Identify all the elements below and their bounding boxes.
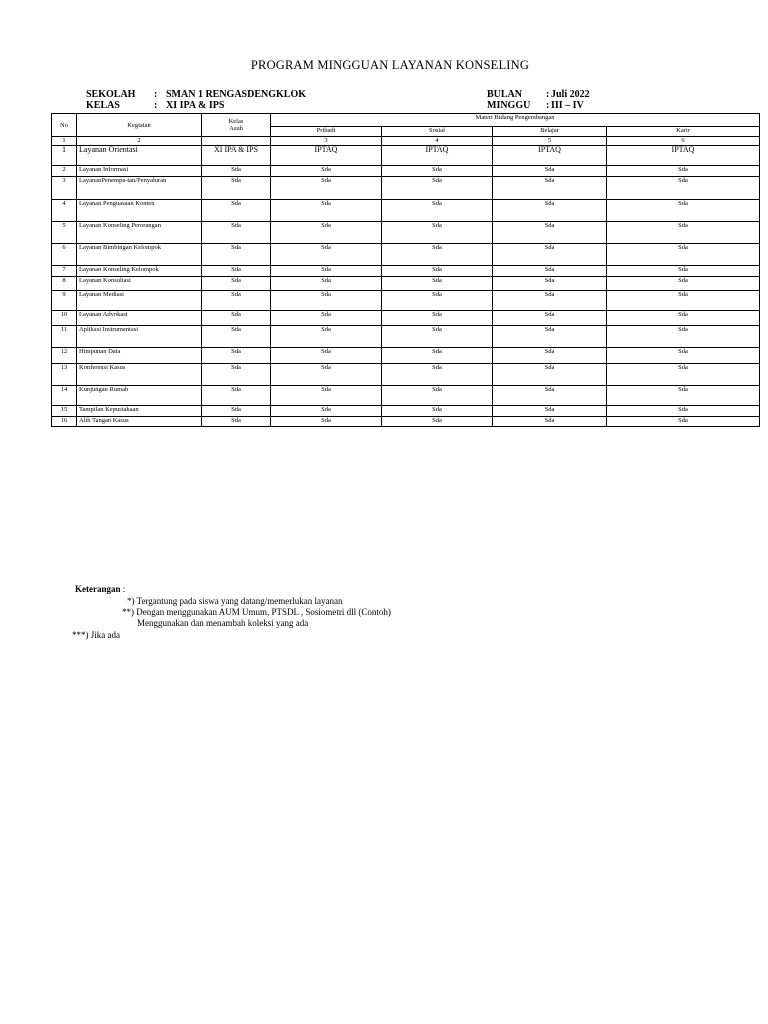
row-kegiatan: Layanan Orientasi <box>77 146 202 166</box>
row-kelas-asuh: Sda <box>202 266 271 277</box>
row-kelas-asuh: XI IPA & IPS <box>202 146 271 166</box>
table-row <box>52 146 760 166</box>
table-row <box>52 348 760 364</box>
kelas-label: KELAS <box>86 100 120 111</box>
cell-karir: Sda <box>607 386 760 406</box>
cell-sosial: Sda <box>382 244 493 266</box>
row-kegiatan: Layanan Bimbingan Kelompok <box>77 244 202 266</box>
program-table <box>51 113 760 427</box>
header-kelas-asuh-line2: Asuh <box>229 125 243 132</box>
column-number: 2 <box>77 137 202 146</box>
row-number: 9 <box>52 291 77 311</box>
row-kelas-asuh: Sda <box>202 348 271 364</box>
table-row <box>52 200 760 222</box>
row-kegiatan: Aplikasi Instrumentasi <box>77 326 202 348</box>
cell-pribadi: Sda <box>271 200 382 222</box>
row-number: 12 <box>52 348 77 364</box>
document-title: PROGRAM MINGGUAN LAYANAN KONSELING <box>250 58 530 72</box>
cell-sosial: Sda <box>382 348 493 364</box>
note-line: Menggunakan dan menambah koleksi yang ada <box>137 618 309 628</box>
cell-karir: IPTAQ <box>607 146 760 166</box>
cell-sosial: IPTAQ <box>382 146 493 166</box>
row-kelas-asuh: Sda <box>202 166 271 177</box>
cell-karir: Sda <box>607 417 760 427</box>
cell-pribadi: Sda <box>271 166 382 177</box>
cell-belajar: Sda <box>493 348 607 364</box>
cell-belajar: Sda <box>493 311 607 326</box>
notes-heading <box>75 584 125 595</box>
cell-belajar: IPTAQ <box>493 146 607 166</box>
cell-karir: Sda <box>607 364 760 386</box>
cell-belajar: Sda <box>493 244 607 266</box>
cell-karir: Sda <box>607 311 760 326</box>
note-line: *) Tergantung pada siswa yang datang/memerlukan layanan <box>127 596 343 606</box>
header-kegiatan: Kegiatan <box>77 114 202 137</box>
cell-karir: Sda <box>607 348 760 364</box>
cell-sosial: Sda <box>382 166 493 177</box>
cell-belajar: Sda <box>493 166 607 177</box>
cell-sosial: Sda <box>382 222 493 244</box>
row-kelas-asuh: Sda <box>202 200 271 222</box>
row-kegiatan: Himpunan Data <box>77 348 202 364</box>
row-number: 4 <box>52 200 77 222</box>
row-kelas-asuh: Sda <box>202 364 271 386</box>
table-row <box>52 177 760 200</box>
cell-sosial: Sda <box>382 200 493 222</box>
cell-sosial: Sda <box>382 291 493 311</box>
row-kelas-asuh: Sda <box>202 417 271 427</box>
row-kegiatan: Layanan Advokasi <box>77 311 202 326</box>
column-number: 3 <box>271 137 382 146</box>
header-no: No <box>52 114 77 137</box>
sekolah-colon: : <box>154 89 158 100</box>
header-belajar: Belajar <box>493 127 607 137</box>
row-number: 5 <box>52 222 77 244</box>
row-kelas-asuh: Sda <box>202 177 271 200</box>
cell-belajar: Sda <box>493 326 607 348</box>
row-number: 15 <box>52 406 77 417</box>
row-number: 8 <box>52 277 77 291</box>
row-kegiatan: Layanan Konseling Kelompok <box>77 266 202 277</box>
header-kelas-asuh <box>202 114 271 137</box>
cell-karir: Sda <box>607 266 760 277</box>
cell-pribadi: Sda <box>271 417 382 427</box>
column-number: 1 <box>52 137 77 146</box>
program-table-body <box>52 146 760 427</box>
cell-karir: Sda <box>607 291 760 311</box>
row-number: 1 <box>52 146 77 166</box>
cell-karir: Sda <box>607 326 760 348</box>
row-kelas-asuh: Sda <box>202 386 271 406</box>
table-row <box>52 222 760 244</box>
cell-pribadi: Sda <box>271 326 382 348</box>
row-kegiatan: Layanan Konsultasi <box>77 277 202 291</box>
header-materi: Materi Bidang Pengembangan <box>271 114 760 127</box>
cell-belajar: Sda <box>493 200 607 222</box>
row-kegiatan: Kunjungan Rumah <box>77 386 202 406</box>
column-number: 5 <box>493 137 607 146</box>
cell-pribadi: Sda <box>271 266 382 277</box>
row-kelas-asuh: Sda <box>202 222 271 244</box>
sekolah-value: SMAN 1 RENGASDENGKLOK <box>166 89 307 100</box>
header-pribadi: Pribadi <box>271 127 382 137</box>
cell-karir: Sda <box>607 406 760 417</box>
table-row <box>52 364 760 386</box>
cell-karir: Sda <box>607 200 760 222</box>
column-number: 6 <box>607 137 760 146</box>
row-number: 3 <box>52 177 77 200</box>
cell-pribadi: Sda <box>271 348 382 364</box>
cell-pribadi: Sda <box>271 222 382 244</box>
table-row <box>52 291 760 311</box>
kelas-colon: : <box>154 100 158 111</box>
notes-title: Keterangan <box>75 584 121 594</box>
row-number: 10 <box>52 311 77 326</box>
minggu-colon: : <box>546 100 550 111</box>
column-number <box>202 137 271 146</box>
cell-sosial: Sda <box>382 266 493 277</box>
cell-sosial: Sda <box>382 177 493 200</box>
cell-sosial: Sda <box>382 364 493 386</box>
cell-karir: Sda <box>607 177 760 200</box>
row-kelas-asuh: Sda <box>202 326 271 348</box>
cell-pribadi: Sda <box>271 364 382 386</box>
row-kegiatan: Layanan Konseling Perorangan <box>77 222 202 244</box>
cell-pribadi: IPTAQ <box>271 146 382 166</box>
header-kelas-asuh-line1: Kelas <box>228 118 244 125</box>
row-kegiatan: Konferensi Kasus <box>77 364 202 386</box>
cell-sosial: Sda <box>382 406 493 417</box>
column-number: 4 <box>382 137 493 146</box>
cell-pribadi: Sda <box>271 291 382 311</box>
cell-belajar: Sda <box>493 406 607 417</box>
minggu-label: MINGGU <box>487 100 531 111</box>
header-sosial: Sosial <box>382 127 493 137</box>
table-row <box>52 277 760 291</box>
cell-belajar: Sda <box>493 291 607 311</box>
cell-sosial: Sda <box>382 311 493 326</box>
table-row <box>52 326 760 348</box>
cell-karir: Sda <box>607 277 760 291</box>
cell-belajar: Sda <box>493 277 607 291</box>
bulan-value: Juli 2022 <box>551 89 590 100</box>
cell-belajar: Sda <box>493 222 607 244</box>
row-kelas-asuh: Sda <box>202 277 271 291</box>
cell-belajar: Sda <box>493 364 607 386</box>
row-kegiatan: Layanan Penguasaan Konten <box>77 200 202 222</box>
table-row <box>52 417 760 427</box>
row-kegiatan: Alih Tangan Kasus <box>77 417 202 427</box>
note-line: ***) Jika ada <box>72 630 120 640</box>
row-number: 2 <box>52 166 77 177</box>
row-kelas-asuh: Sda <box>202 311 271 326</box>
header-karir: Karir <box>607 127 760 137</box>
table-row <box>52 166 760 177</box>
cell-pribadi: Sda <box>271 177 382 200</box>
cell-pribadi: Sda <box>271 277 382 291</box>
cell-pribadi: Sda <box>271 311 382 326</box>
row-number: 6 <box>52 244 77 266</box>
cell-pribadi: Sda <box>271 386 382 406</box>
row-kegiatan: LayananPenempa-tan/Penyaluran <box>77 177 202 200</box>
table-row <box>52 406 760 417</box>
row-kelas-asuh: Sda <box>202 244 271 266</box>
row-number: 11 <box>52 326 77 348</box>
cell-belajar: Sda <box>493 177 607 200</box>
cell-karir: Sda <box>607 166 760 177</box>
cell-pribadi: Sda <box>271 406 382 417</box>
table-row <box>52 386 760 406</box>
cell-sosial: Sda <box>382 326 493 348</box>
row-kegiatan: Tampilan Kepustakaan <box>77 406 202 417</box>
cell-belajar: Sda <box>493 417 607 427</box>
table-row <box>52 266 760 277</box>
cell-belajar: Sda <box>493 386 607 406</box>
row-number: 13 <box>52 364 77 386</box>
notes-title-suffix: : <box>120 584 126 594</box>
row-number: 7 <box>52 266 77 277</box>
cell-sosial: Sda <box>382 386 493 406</box>
table-row <box>52 311 760 326</box>
cell-pribadi: Sda <box>271 244 382 266</box>
cell-karir: Sda <box>607 222 760 244</box>
table-row <box>52 244 760 266</box>
kelas-value: XI IPA & IPS <box>166 100 225 111</box>
row-kegiatan: Layanan Informasi <box>77 166 202 177</box>
cell-karir: Sda <box>607 244 760 266</box>
row-number: 16 <box>52 417 77 427</box>
note-line: **) Dengan menggunakan AUM Umum, PTSDL , Sosiometri dll (Contoh) <box>122 607 391 617</box>
sekolah-label: SEKOLAH <box>86 89 136 100</box>
cell-sosial: Sda <box>382 277 493 291</box>
row-kelas-asuh: Sda <box>202 406 271 417</box>
row-kegiatan: Layanan Mediasi <box>77 291 202 311</box>
bulan-colon: : <box>546 89 550 100</box>
bulan-label: BULAN <box>487 89 523 100</box>
cell-belajar: Sda <box>493 266 607 277</box>
row-kelas-asuh: Sda <box>202 291 271 311</box>
row-number: 14 <box>52 386 77 406</box>
cell-sosial: Sda <box>382 417 493 427</box>
minggu-value: III – IV <box>551 100 584 111</box>
